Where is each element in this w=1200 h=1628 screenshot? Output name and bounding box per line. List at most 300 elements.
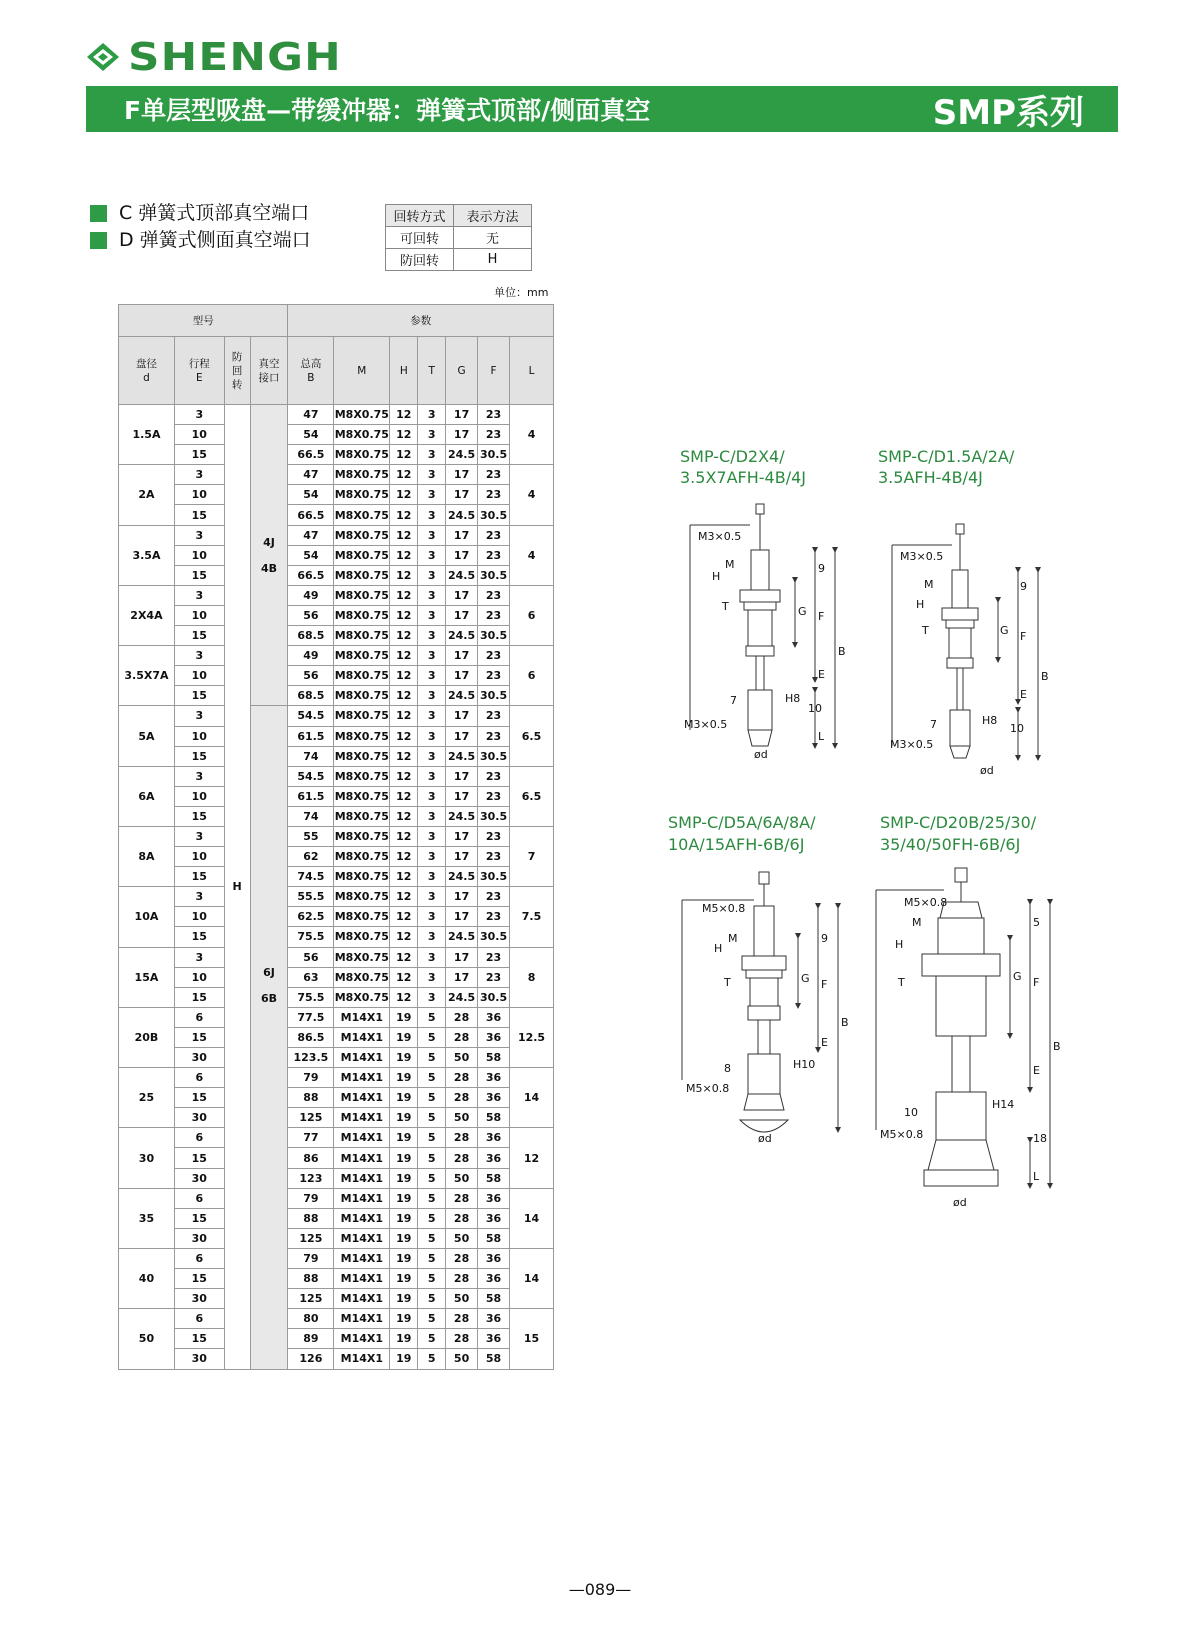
cell-h: 12 <box>390 907 418 927</box>
rotation-cell: 防回转 <box>386 249 454 271</box>
rotation-cell: 可回转 <box>386 227 454 249</box>
cell-t: 5 <box>418 1269 446 1289</box>
col-vac-header: 真空 接口 <box>250 337 288 405</box>
cell-e: 15 <box>174 565 224 585</box>
legend-item: D 弹簧式侧面真空端口 <box>119 229 311 251</box>
cell-t: 3 <box>418 686 446 706</box>
table-row <box>119 465 554 485</box>
cell-m: M8X0.75 <box>334 505 390 525</box>
cell-g: 17 <box>446 605 478 625</box>
cell-t: 3 <box>418 605 446 625</box>
cell-h: 12 <box>390 666 418 686</box>
table-row <box>119 987 554 1007</box>
legend-square-icon <box>90 205 107 222</box>
cell-e: 15 <box>174 987 224 1007</box>
cell-b: 86.5 <box>288 1027 334 1047</box>
cell-m: M8X0.75 <box>334 565 390 585</box>
cell-b: 79 <box>288 1248 334 1268</box>
cell-d: 50 <box>119 1309 175 1369</box>
cell-e: 10 <box>174 907 224 927</box>
cell-f: 58 <box>478 1228 510 1248</box>
cell-f: 23 <box>478 766 510 786</box>
cell-t: 3 <box>418 766 446 786</box>
cell-t: 3 <box>418 666 446 686</box>
cell-g: 24.5 <box>446 867 478 887</box>
cell-h: 12 <box>390 626 418 646</box>
drawing-caption: SMP-C/D2X4/ <box>680 447 785 466</box>
cell-b: 62 <box>288 847 334 867</box>
cell-e: 10 <box>174 847 224 867</box>
cell-vacuum-port: 6J 6B <box>250 706 288 1369</box>
table-row <box>119 1188 554 1208</box>
cell-m: M8X0.75 <box>334 947 390 967</box>
svg-text:5: 5 <box>1033 916 1040 929</box>
cell-b: 89 <box>288 1329 334 1349</box>
cell-t: 3 <box>418 706 446 726</box>
cell-h: 12 <box>390 786 418 806</box>
cell-f: 36 <box>478 1088 510 1108</box>
cell-h: 12 <box>390 485 418 505</box>
drawing-caption: SMP-C/D1.5A/2A/ <box>878 447 1015 466</box>
cell-f: 36 <box>478 1208 510 1228</box>
rotation-cell: 无 <box>454 227 532 249</box>
svg-text:ød: ød <box>953 1196 967 1209</box>
table-row <box>119 626 554 646</box>
cell-e: 3 <box>174 525 224 545</box>
table-row <box>119 847 554 867</box>
col-l-header: L <box>510 337 554 405</box>
cell-g: 28 <box>446 1269 478 1289</box>
cell-f: 23 <box>478 826 510 846</box>
table-row <box>119 605 554 625</box>
cell-g: 17 <box>446 786 478 806</box>
cell-t: 3 <box>418 545 446 565</box>
cell-e: 10 <box>174 726 224 746</box>
table-row <box>119 1289 554 1309</box>
drawing-caption: SMP-C/D5A/6A/8A/ <box>668 813 816 832</box>
cell-l: 12.5 <box>510 1007 554 1067</box>
cell-f: 30.5 <box>478 686 510 706</box>
cell-t: 3 <box>418 565 446 585</box>
cell-d: 1.5A <box>119 405 175 465</box>
cell-b: 68.5 <box>288 626 334 646</box>
svg-text:9: 9 <box>1020 580 1027 593</box>
cell-m: M8X0.75 <box>334 485 390 505</box>
cell-g: 50 <box>446 1228 478 1248</box>
cell-e: 3 <box>174 826 224 846</box>
cell-t: 5 <box>418 1248 446 1268</box>
cell-e: 6 <box>174 1309 224 1329</box>
svg-text:M3×0.5: M3×0.5 <box>890 738 934 751</box>
cell-e: 15 <box>174 746 224 766</box>
cell-f: 23 <box>478 847 510 867</box>
cell-g: 17 <box>446 887 478 907</box>
cell-t: 3 <box>418 806 446 826</box>
cell-l: 6 <box>510 585 554 645</box>
cell-h: 12 <box>390 867 418 887</box>
cell-f: 58 <box>478 1289 510 1309</box>
cell-t: 5 <box>418 1309 446 1329</box>
cell-g: 24.5 <box>446 806 478 826</box>
cell-f: 23 <box>478 545 510 565</box>
cell-e: 30 <box>174 1289 224 1309</box>
svg-text:8: 8 <box>724 1062 731 1075</box>
cell-m: M8X0.75 <box>334 545 390 565</box>
cell-g: 17 <box>446 585 478 605</box>
svg-text:M5×0.8: M5×0.8 <box>880 1128 924 1141</box>
table-row <box>119 1128 554 1148</box>
cell-f: 23 <box>478 605 510 625</box>
cell-b: 54 <box>288 485 334 505</box>
svg-text:E: E <box>1020 688 1027 701</box>
cell-h: 19 <box>390 1088 418 1108</box>
svg-text:H: H <box>916 598 925 611</box>
cell-m: M8X0.75 <box>334 987 390 1007</box>
cell-e: 6 <box>174 1068 224 1088</box>
cell-l: 14 <box>510 1068 554 1128</box>
table-row <box>119 967 554 987</box>
table-row <box>119 666 554 686</box>
col-b-header: 总高 B <box>288 337 334 405</box>
table-row <box>119 425 554 445</box>
drawing-caption: SMP-C/D20B/25/30/ <box>880 813 1037 832</box>
cell-g: 17 <box>446 666 478 686</box>
cell-g: 28 <box>446 1068 478 1088</box>
cell-m: M14X1 <box>334 1068 390 1088</box>
cell-f: 23 <box>478 706 510 726</box>
rotation-header: 表示方法 <box>454 205 532 227</box>
cell-g: 17 <box>446 726 478 746</box>
cell-e: 15 <box>174 867 224 887</box>
cell-l: 14 <box>510 1248 554 1308</box>
svg-text:9: 9 <box>818 562 825 575</box>
cell-h: 12 <box>390 525 418 545</box>
cell-m: M14X1 <box>334 1108 390 1128</box>
cell-b: 54 <box>288 545 334 565</box>
cell-e: 3 <box>174 585 224 605</box>
cell-l: 12 <box>510 1128 554 1188</box>
table-row <box>119 867 554 887</box>
cell-h: 12 <box>390 686 418 706</box>
svg-text:M3×0.5: M3×0.5 <box>698 530 742 543</box>
cell-l: 7.5 <box>510 887 554 947</box>
cell-d: 30 <box>119 1128 175 1188</box>
cell-h: 12 <box>390 726 418 746</box>
cell-e: 30 <box>174 1228 224 1248</box>
cell-h: 12 <box>390 887 418 907</box>
cell-m: M8X0.75 <box>334 465 390 485</box>
cell-b: 66.5 <box>288 445 334 465</box>
cell-t: 3 <box>418 626 446 646</box>
cell-e: 15 <box>174 686 224 706</box>
cell-e: 6 <box>174 1007 224 1027</box>
cell-h: 12 <box>390 847 418 867</box>
cell-m: M14X1 <box>334 1148 390 1168</box>
cell-e: 15 <box>174 505 224 525</box>
cell-h: 12 <box>390 445 418 465</box>
table-row <box>119 505 554 525</box>
cell-h: 12 <box>390 826 418 846</box>
cell-b: 74 <box>288 746 334 766</box>
cell-f: 23 <box>478 465 510 485</box>
svg-text:H: H <box>712 570 721 583</box>
cell-g: 17 <box>446 425 478 445</box>
cell-b: 75.5 <box>288 987 334 1007</box>
cell-g: 17 <box>446 525 478 545</box>
cell-m: M14X1 <box>334 1248 390 1268</box>
table-row <box>119 445 554 465</box>
cell-t: 5 <box>418 1128 446 1148</box>
cell-g: 17 <box>446 706 478 726</box>
table-row <box>119 1309 554 1329</box>
svg-text:M: M <box>924 578 934 591</box>
cell-e: 3 <box>174 887 224 907</box>
cell-b: 61.5 <box>288 786 334 806</box>
cell-m: M14X1 <box>334 1027 390 1047</box>
table-row <box>119 726 554 746</box>
table-row <box>119 565 554 585</box>
table-row <box>119 1088 554 1108</box>
cell-b: 88 <box>288 1088 334 1108</box>
cell-b: 88 <box>288 1208 334 1228</box>
cell-f: 36 <box>478 1007 510 1027</box>
cell-f: 30.5 <box>478 927 510 947</box>
cell-h: 12 <box>390 746 418 766</box>
cell-t: 3 <box>418 887 446 907</box>
cell-t: 3 <box>418 585 446 605</box>
cell-f: 23 <box>478 726 510 746</box>
cell-m: M8X0.75 <box>334 585 390 605</box>
svg-text:F: F <box>821 978 828 991</box>
cell-d: 10A <box>119 887 175 947</box>
cell-g: 24.5 <box>446 505 478 525</box>
svg-text:H8: H8 <box>982 714 998 727</box>
table-row <box>119 1228 554 1248</box>
cell-b: 49 <box>288 646 334 666</box>
cell-e: 15 <box>174 1148 224 1168</box>
cell-g: 17 <box>446 907 478 927</box>
cell-h: 19 <box>390 1168 418 1188</box>
cell-d: 40 <box>119 1248 175 1308</box>
cell-b: 79 <box>288 1068 334 1088</box>
cell-f: 36 <box>478 1269 510 1289</box>
cell-e: 10 <box>174 545 224 565</box>
cell-e: 15 <box>174 445 224 465</box>
drawing-caption: 35/40/50FH-6B/6J <box>880 835 1021 854</box>
table-row <box>119 1068 554 1088</box>
cell-m: M8X0.75 <box>334 646 390 666</box>
cell-b: 56 <box>288 605 334 625</box>
cell-f: 23 <box>478 485 510 505</box>
cell-t: 3 <box>418 927 446 947</box>
cell-d: 3.5X7A <box>119 646 175 706</box>
svg-text:9: 9 <box>821 932 828 945</box>
cell-e: 10 <box>174 786 224 806</box>
drawing-caption: 3.5AFH-4B/4J <box>878 468 983 487</box>
col-anti-header: 防 回 转 <box>224 337 250 405</box>
svg-text:L: L <box>818 730 825 743</box>
cell-f: 23 <box>478 907 510 927</box>
cell-m: M8X0.75 <box>334 686 390 706</box>
table-row <box>119 947 554 967</box>
cell-f: 30.5 <box>478 987 510 1007</box>
cell-l: 6 <box>510 646 554 706</box>
cell-b: 68.5 <box>288 686 334 706</box>
cell-h: 19 <box>390 1228 418 1248</box>
svg-text:10: 10 <box>808 702 822 715</box>
drawing-3-labels <box>686 902 849 1145</box>
cell-m: M8X0.75 <box>334 847 390 867</box>
cell-f: 30.5 <box>478 626 510 646</box>
table-row <box>119 686 554 706</box>
cell-m: M8X0.75 <box>334 867 390 887</box>
cell-f: 36 <box>478 1068 510 1088</box>
cell-f: 30.5 <box>478 806 510 826</box>
svg-text:B: B <box>1041 670 1049 683</box>
cell-m: M8X0.75 <box>334 605 390 625</box>
cell-e: 15 <box>174 1088 224 1108</box>
table-row <box>119 1108 554 1128</box>
cell-b: 54.5 <box>288 766 334 786</box>
cell-g: 17 <box>446 826 478 846</box>
cell-l: 14 <box>510 1188 554 1248</box>
svg-text:18: 18 <box>1033 1132 1047 1145</box>
svg-text:B: B <box>838 645 846 658</box>
cell-f: 36 <box>478 1027 510 1047</box>
cell-t: 3 <box>418 405 446 425</box>
cell-m: M14X1 <box>334 1048 390 1068</box>
cell-m: M14X1 <box>334 1168 390 1188</box>
cell-f: 36 <box>478 1248 510 1268</box>
cell-t: 3 <box>418 425 446 445</box>
cell-g: 24.5 <box>446 686 478 706</box>
cell-g: 17 <box>446 947 478 967</box>
cell-e: 3 <box>174 947 224 967</box>
cell-t: 3 <box>418 987 446 1007</box>
cell-h: 12 <box>390 605 418 625</box>
cell-m: M14X1 <box>334 1088 390 1108</box>
cell-b: 61.5 <box>288 726 334 746</box>
cell-e: 3 <box>174 646 224 666</box>
cell-m: M8X0.75 <box>334 525 390 545</box>
cell-t: 3 <box>418 505 446 525</box>
cell-e: 15 <box>174 1208 224 1228</box>
svg-text:7: 7 <box>930 718 937 731</box>
cell-e: 15 <box>174 1027 224 1047</box>
cell-h: 19 <box>390 1349 418 1369</box>
drawing-caption: 10A/15AFH-6B/6J <box>668 835 805 854</box>
cell-h: 12 <box>390 706 418 726</box>
cell-m: M8X0.75 <box>334 967 390 987</box>
svg-text:M: M <box>725 558 735 571</box>
table-row <box>119 585 554 605</box>
cell-t: 3 <box>418 826 446 846</box>
svg-text:G: G <box>1000 624 1009 637</box>
svg-text:G: G <box>801 972 810 985</box>
cell-e: 10 <box>174 425 224 445</box>
cell-t: 5 <box>418 1108 446 1128</box>
cell-l: 4 <box>510 405 554 465</box>
svg-text:F: F <box>1033 976 1040 989</box>
table-row <box>119 1329 554 1349</box>
drawing-caption: 3.5X7AFH-4B/4J <box>680 468 806 487</box>
cell-h: 19 <box>390 1329 418 1349</box>
cell-h: 12 <box>390 545 418 565</box>
drawing-2-labels <box>890 550 1049 777</box>
cell-b: 123 <box>288 1168 334 1188</box>
cell-m: M14X1 <box>334 1309 390 1329</box>
cell-d: 25 <box>119 1068 175 1128</box>
svg-text:E: E <box>821 1036 828 1049</box>
cell-d: 8A <box>119 826 175 886</box>
cell-d: 15A <box>119 947 175 1007</box>
cell-h: 19 <box>390 1128 418 1148</box>
cell-t: 3 <box>418 907 446 927</box>
svg-text:G: G <box>798 605 807 618</box>
table-row <box>119 766 554 786</box>
cell-t: 5 <box>418 1329 446 1349</box>
cell-f: 23 <box>478 947 510 967</box>
cell-h: 12 <box>390 585 418 605</box>
cell-e: 6 <box>174 1128 224 1148</box>
cell-b: 125 <box>288 1289 334 1309</box>
cell-f: 23 <box>478 967 510 987</box>
cell-g: 28 <box>446 1007 478 1027</box>
cell-t: 5 <box>418 1168 446 1188</box>
svg-text:H8: H8 <box>785 692 801 705</box>
cell-g: 28 <box>446 1208 478 1228</box>
cell-h: 19 <box>390 1269 418 1289</box>
svg-text:7: 7 <box>730 694 737 707</box>
cell-t: 5 <box>418 1188 446 1208</box>
cell-m: M8X0.75 <box>334 766 390 786</box>
cell-b: 62.5 <box>288 907 334 927</box>
cell-b: 47 <box>288 405 334 425</box>
cell-t: 3 <box>418 786 446 806</box>
cell-l: 6.5 <box>510 766 554 826</box>
brand-diamond-icon <box>86 42 120 72</box>
cell-e: 30 <box>174 1108 224 1128</box>
rotation-cell: H <box>454 249 532 271</box>
cell-b: 66.5 <box>288 505 334 525</box>
cell-l: 4 <box>510 465 554 525</box>
cell-m: M14X1 <box>334 1007 390 1027</box>
cell-b: 79 <box>288 1188 334 1208</box>
svg-text:M: M <box>912 916 922 929</box>
cell-l: 4 <box>510 525 554 585</box>
cell-m: M8X0.75 <box>334 746 390 766</box>
table-row <box>119 1027 554 1047</box>
table-row <box>119 907 554 927</box>
svg-text:H: H <box>895 938 904 951</box>
cell-h: 19 <box>390 1309 418 1329</box>
drawings-area <box>660 440 1120 1240</box>
cell-e: 30 <box>174 1168 224 1188</box>
col-f-header: F <box>478 337 510 405</box>
cell-h: 12 <box>390 465 418 485</box>
cell-e: 15 <box>174 806 224 826</box>
cell-m: M8X0.75 <box>334 706 390 726</box>
cell-anti-rotation: H <box>224 405 250 1370</box>
cell-d: 20B <box>119 1007 175 1067</box>
rotation-header: 回转方式 <box>386 205 454 227</box>
cell-f: 58 <box>478 1349 510 1369</box>
cell-b: 47 <box>288 525 334 545</box>
cell-m: M14X1 <box>334 1269 390 1289</box>
cell-b: 55 <box>288 826 334 846</box>
cell-h: 12 <box>390 987 418 1007</box>
table-row <box>119 405 554 425</box>
